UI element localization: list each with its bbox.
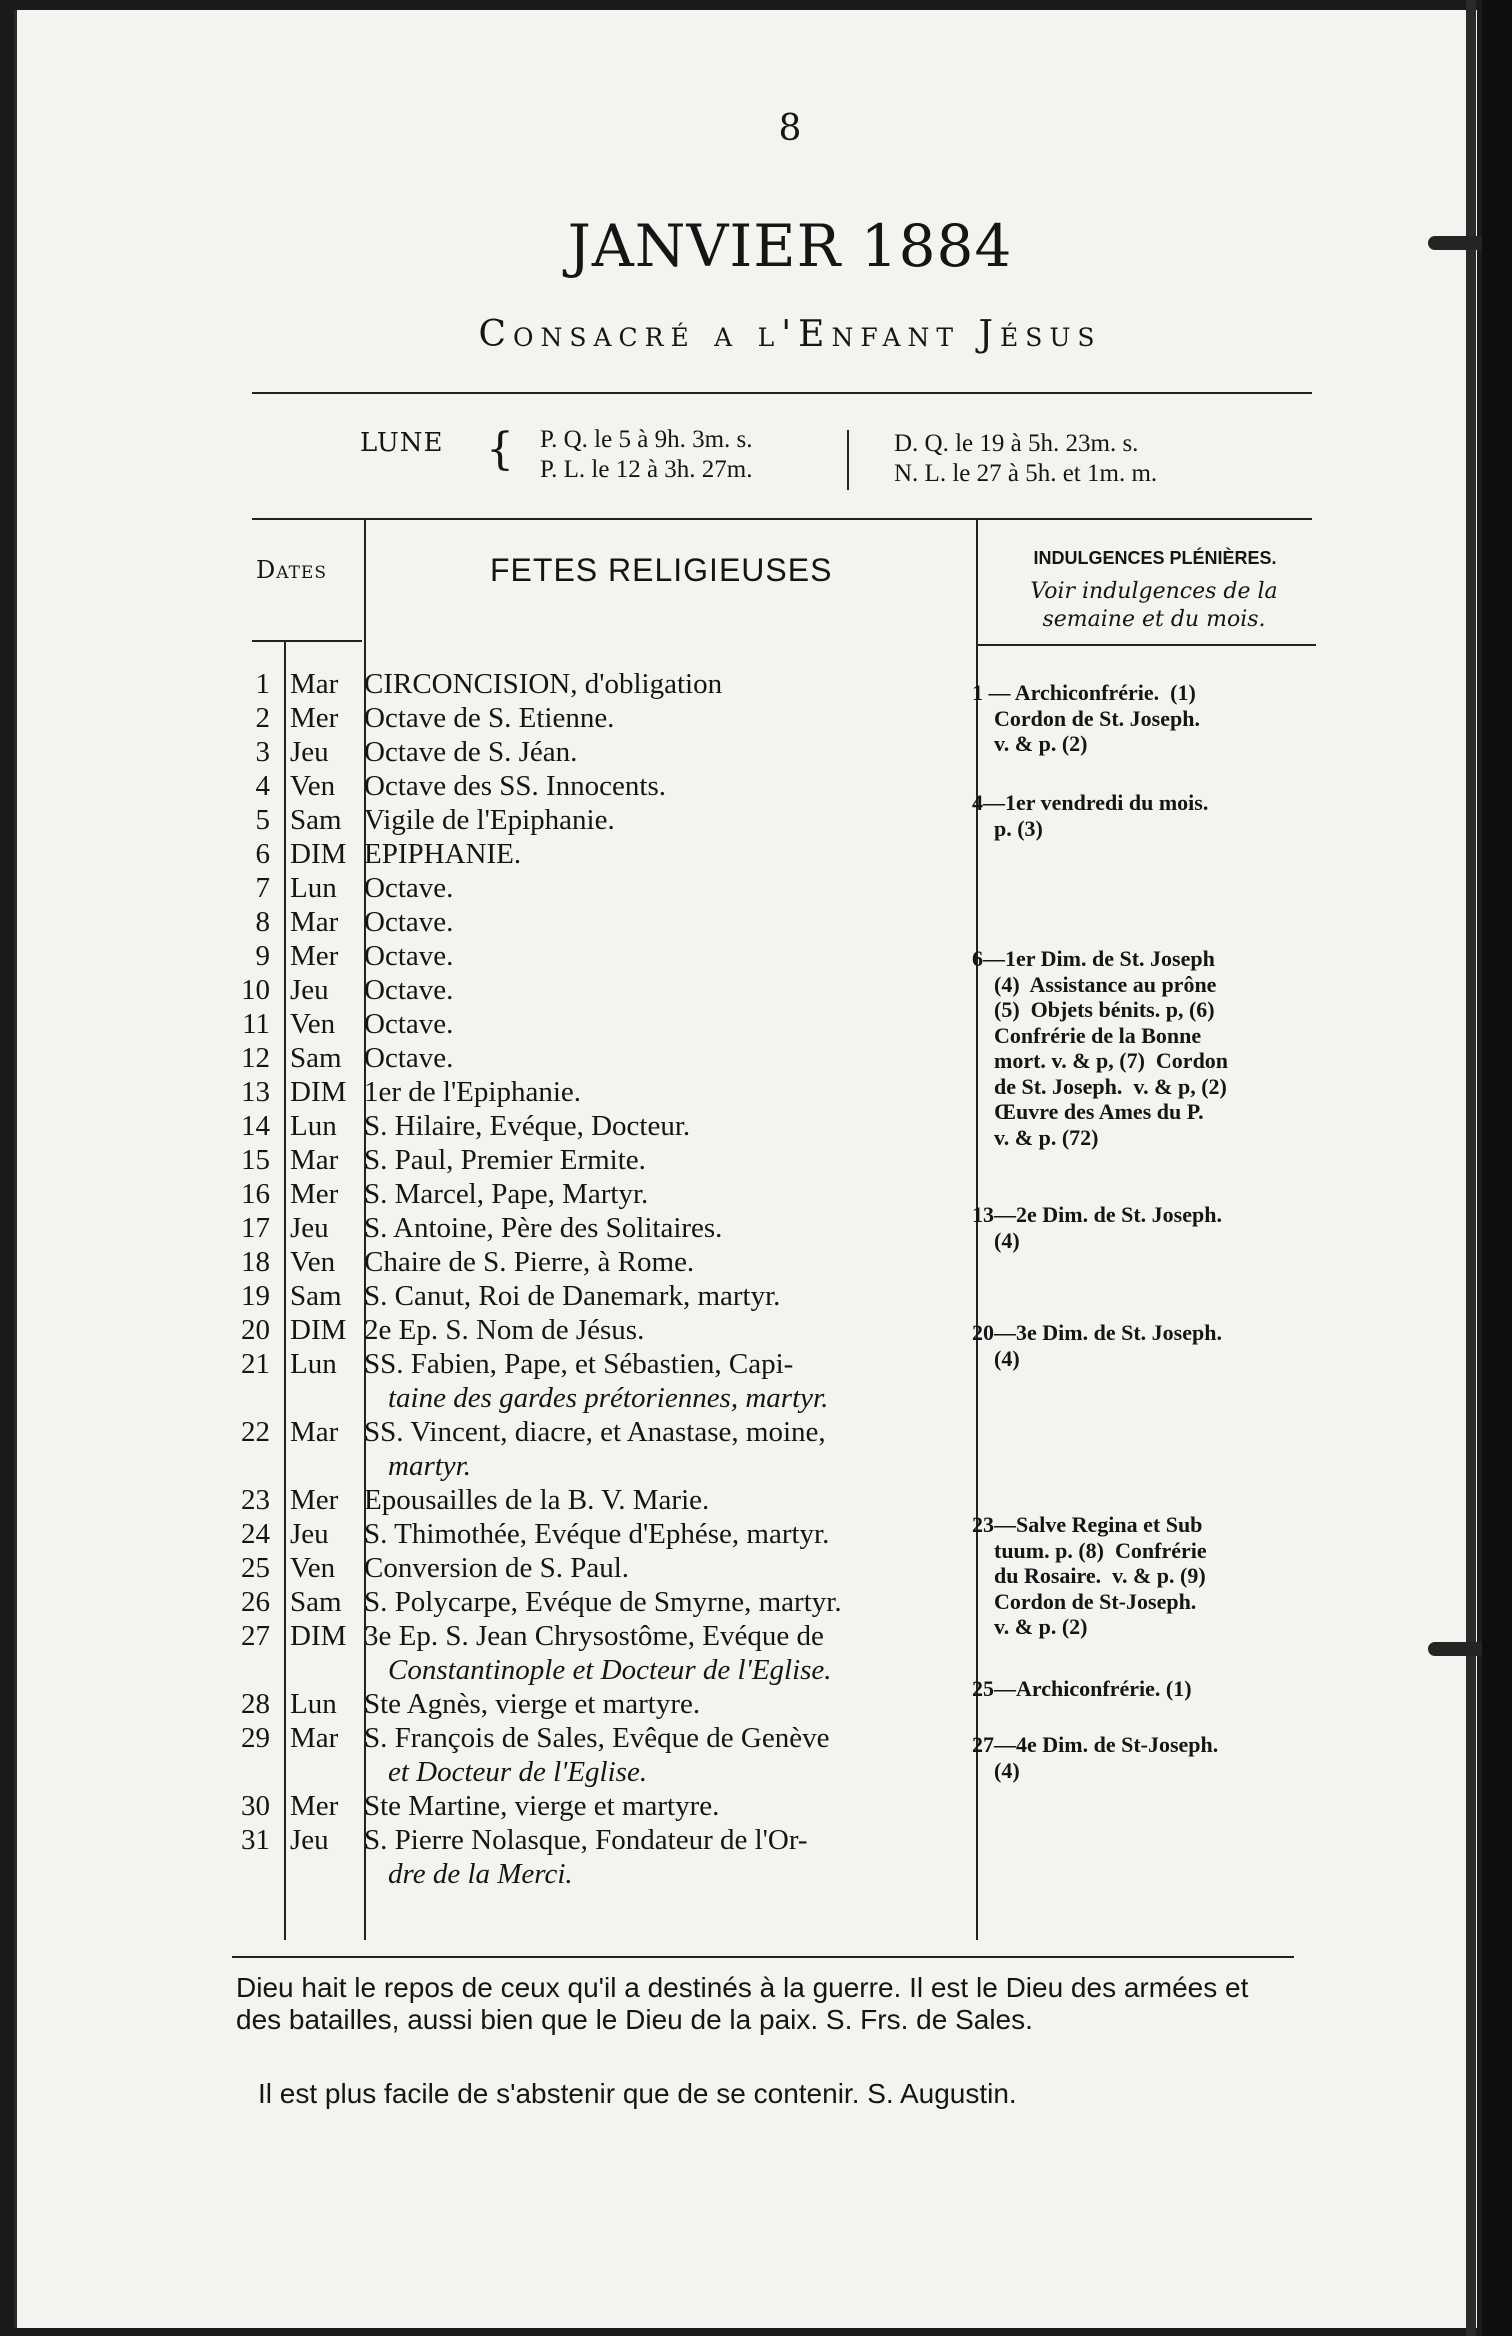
day-name: Jeu bbox=[290, 1212, 329, 1244]
day-name: DIM bbox=[290, 838, 347, 870]
rule-bottom bbox=[232, 1956, 1294, 1958]
day-name: Ven bbox=[290, 1552, 336, 1584]
indulgence-entry: 1 — Archiconfrérie. (1) Cordon de St. Joseph. v. & p. (2) bbox=[972, 680, 1200, 756]
day-name: DIM bbox=[290, 1076, 347, 1108]
day-number: 21 bbox=[241, 1348, 270, 1380]
indulgence-entry: 13—2e Dim. de St. Joseph. (4) bbox=[972, 1202, 1222, 1253]
day-name: DIM bbox=[290, 1314, 347, 1346]
day-number: 2 bbox=[255, 702, 270, 734]
feast-name: Epousailles de la B. V. Marie. bbox=[364, 1484, 710, 1516]
rule-header-bottom-indul bbox=[976, 644, 1316, 646]
indulgence-entry: 20—3e Dim. de St. Joseph. (4) bbox=[972, 1320, 1222, 1371]
feast-name: S. Antoine, Père des Solitaires. bbox=[364, 1212, 723, 1244]
day-name: Mer bbox=[290, 1484, 339, 1516]
day-name: Mar bbox=[290, 1722, 339, 1754]
day-name: Mer bbox=[290, 1178, 339, 1210]
day-number: 25 bbox=[241, 1552, 270, 1584]
feast-name: Conversion de S. Paul. bbox=[364, 1552, 630, 1584]
indulgence-entry: 6—1er Dim. de St. Joseph (4) Assistance au prône (5) Objets bénits. p, (6) Confrérie de la Bonne mort. v. & p, (7) Cordon de St. Joseph. v. & p, (2) Œuvre des Ames du P. v. & p. (72) bbox=[972, 946, 1229, 1150]
indulgence-entry: 25—Archiconfrérie. (1) bbox=[972, 1676, 1192, 1701]
rule-header-top bbox=[252, 518, 1312, 520]
day-name: Mar bbox=[290, 906, 339, 938]
feast-name: S. Pierre Nolasque, Fondateur de l'Or- bbox=[364, 1824, 808, 1856]
rule-header-bottom-dates bbox=[252, 640, 362, 642]
indulgence-entry: 23—Salve Regina et Sub tuum. p. (8) Confrérie du Rosaire. v. & p. (9) Cordon de St-Joseph. v. & p. (2) bbox=[972, 1512, 1207, 1639]
feast-name: S. Paul, Premier Ermite. bbox=[364, 1144, 646, 1176]
day-name: Lun bbox=[290, 872, 337, 904]
day-number: 5 bbox=[255, 804, 270, 836]
feast-name: Vigile de l'Epiphanie. bbox=[364, 804, 615, 836]
feast-name: Octave. bbox=[364, 872, 454, 904]
day-name: Jeu bbox=[290, 736, 329, 768]
day-number: 18 bbox=[241, 1246, 270, 1278]
feast-name: Octave. bbox=[364, 906, 454, 938]
day-number: 16 bbox=[241, 1178, 270, 1210]
day-name: Mar bbox=[290, 1144, 339, 1176]
day-number: 27 bbox=[241, 1620, 270, 1652]
day-number: 20 bbox=[241, 1314, 270, 1346]
day-number: 12 bbox=[241, 1042, 270, 1074]
day-number: 10 bbox=[241, 974, 270, 1006]
indulgence-entry: 27—4e Dim. de St-Joseph. (4) bbox=[972, 1732, 1219, 1783]
header-voir: Voir indulgences de la semaine et du mois. bbox=[1030, 579, 1278, 632]
day-name: Sam bbox=[290, 804, 342, 836]
quote-sales: Dieu hait le repos de ceux qu'il a destinés à la guerre. Il est le Dieu des armées et des batailles, aussi bien que le Dieu de la paix. S. Frs. de Sales. bbox=[236, 1972, 1249, 2035]
day-name: Lun bbox=[290, 1110, 337, 1142]
day-name: Sam bbox=[290, 1042, 342, 1074]
feast-name: Ste Martine, vierge et martyre. bbox=[364, 1790, 720, 1822]
day-name: Sam bbox=[290, 1280, 342, 1312]
day-number: 14 bbox=[241, 1110, 270, 1142]
feast-name: S. Thimothée, Evéque d'Ephése, martyr. bbox=[364, 1518, 830, 1550]
feast-name: CIRCONCISION, d'obligation bbox=[364, 668, 723, 700]
lune-pq: P. Q. le 5 à 9h. 3m. s. bbox=[540, 426, 753, 453]
day-name: DIM bbox=[290, 1620, 347, 1652]
day-number: 23 bbox=[241, 1484, 270, 1516]
feast-name: Octave de S. Etienne. bbox=[364, 702, 615, 734]
lune-dq: D. Q. le 19 à 5h. 23m. s. bbox=[894, 430, 1139, 457]
day-name: Sam bbox=[290, 1586, 342, 1618]
day-number: 28 bbox=[241, 1688, 270, 1720]
day-number: 9 bbox=[255, 940, 270, 972]
feast-name: Octave. bbox=[364, 1008, 454, 1040]
feast-name: S. Marcel, Pape, Martyr. bbox=[364, 1178, 649, 1210]
day-name: Mar bbox=[290, 1416, 339, 1448]
page-number: 8 bbox=[778, 108, 802, 149]
dedication-subtitle: Consacré a l'Enfant Jésus bbox=[478, 314, 1102, 355]
feast-continuation: dre de la Merci. bbox=[388, 1858, 573, 1890]
lune-divider bbox=[847, 430, 849, 490]
day-number: 8 bbox=[255, 906, 270, 938]
feast-name: EPIPHANIE. bbox=[364, 838, 522, 870]
day-name: Mer bbox=[290, 1790, 339, 1822]
feast-name: Chaire de S. Pierre, à Rome. bbox=[364, 1246, 695, 1278]
feast-continuation: Constantinople et Docteur de l'Eglise. bbox=[388, 1654, 832, 1686]
feast-name: S. Polycarpe, Evéque de Smyrne, martyr. bbox=[364, 1586, 842, 1618]
feast-name: Octave de S. Jéan. bbox=[364, 736, 578, 768]
day-number: 7 bbox=[255, 872, 270, 904]
day-name: Lun bbox=[290, 1688, 337, 1720]
day-name: Jeu bbox=[290, 1518, 329, 1550]
day-name: Jeu bbox=[290, 1824, 329, 1856]
quote-augustin: Il est plus facile de s'abstenir que de se contenir. S. Augustin. bbox=[258, 2078, 1017, 2109]
header-dates: Dates bbox=[256, 556, 327, 584]
day-name: Jeu bbox=[290, 974, 329, 1006]
header-indulgences: INDULGENCES PLÉNIÈRES. bbox=[1033, 548, 1277, 568]
day-number: 17 bbox=[241, 1212, 270, 1244]
day-name: Mar bbox=[290, 668, 339, 700]
day-name: Lun bbox=[290, 1348, 337, 1380]
feast-name: SS. Vincent, diacre, et Anastase, moine, bbox=[364, 1416, 826, 1448]
feast-name: Octave. bbox=[364, 1042, 454, 1074]
day-number: 22 bbox=[241, 1416, 270, 1448]
feast-name: 3e Ep. S. Jean Chrysostôme, Evéque de bbox=[364, 1620, 824, 1652]
day-number: 4 bbox=[255, 770, 270, 802]
month-title: JANVIER 1884 bbox=[567, 212, 1013, 280]
day-name: Mer bbox=[290, 702, 339, 734]
feast-name: Octave. bbox=[364, 940, 454, 972]
day-name: Mer bbox=[290, 940, 339, 972]
rule-top bbox=[252, 392, 1312, 394]
day-number: 29 bbox=[241, 1722, 270, 1754]
day-number: 1 bbox=[255, 668, 270, 700]
day-number: 15 bbox=[241, 1144, 270, 1176]
feast-continuation: et Docteur de l'Eglise. bbox=[388, 1756, 648, 1788]
indulgence-entry: 4—1er vendredi du mois. p. (3) bbox=[972, 790, 1209, 841]
lune-nl: N. L. le 27 à 5h. et 1m. m. bbox=[894, 460, 1158, 487]
feast-name: S. Hilaire, Evéque, Docteur. bbox=[364, 1110, 691, 1142]
feast-name: S. Canut, Roi de Danemark, martyr. bbox=[364, 1280, 781, 1312]
day-number: 26 bbox=[241, 1586, 270, 1618]
day-number: 6 bbox=[255, 838, 270, 870]
feast-continuation: martyr. bbox=[388, 1450, 471, 1482]
day-number: 31 bbox=[241, 1824, 270, 1856]
day-number: 19 bbox=[241, 1280, 270, 1312]
col-divider-num bbox=[284, 640, 286, 1940]
feast-name: 2e Ep. S. Nom de Jésus. bbox=[364, 1314, 645, 1346]
day-name: Ven bbox=[290, 1246, 336, 1278]
feast-continuation: taine des gardes prétoriennes, martyr. bbox=[388, 1382, 829, 1414]
feast-name: 1er de l'Epiphanie. bbox=[364, 1076, 582, 1108]
day-number: 3 bbox=[255, 736, 270, 768]
feast-name: Ste Agnès, vierge et martyre. bbox=[364, 1688, 701, 1720]
header-fetes: FETES RELIGIEUSES bbox=[490, 552, 833, 588]
lune-pl: P. L. le 12 à 3h. 27m. bbox=[540, 456, 753, 483]
day-number: 24 bbox=[241, 1518, 270, 1550]
lune-brace: { bbox=[486, 424, 514, 475]
day-number: 11 bbox=[242, 1008, 270, 1040]
day-number: 13 bbox=[241, 1076, 270, 1108]
feast-name: Octave des SS. Innocents. bbox=[364, 770, 667, 802]
day-name: Ven bbox=[290, 1008, 336, 1040]
feast-name: S. François de Sales, Evêque de Genève bbox=[364, 1722, 830, 1754]
lune-label: LUNE bbox=[360, 428, 444, 458]
feast-name: Octave. bbox=[364, 974, 454, 1006]
day-number: 30 bbox=[241, 1790, 270, 1822]
day-name: Ven bbox=[290, 770, 336, 802]
feast-name: SS. Fabien, Pape, et Sébastien, Capi- bbox=[364, 1348, 794, 1380]
